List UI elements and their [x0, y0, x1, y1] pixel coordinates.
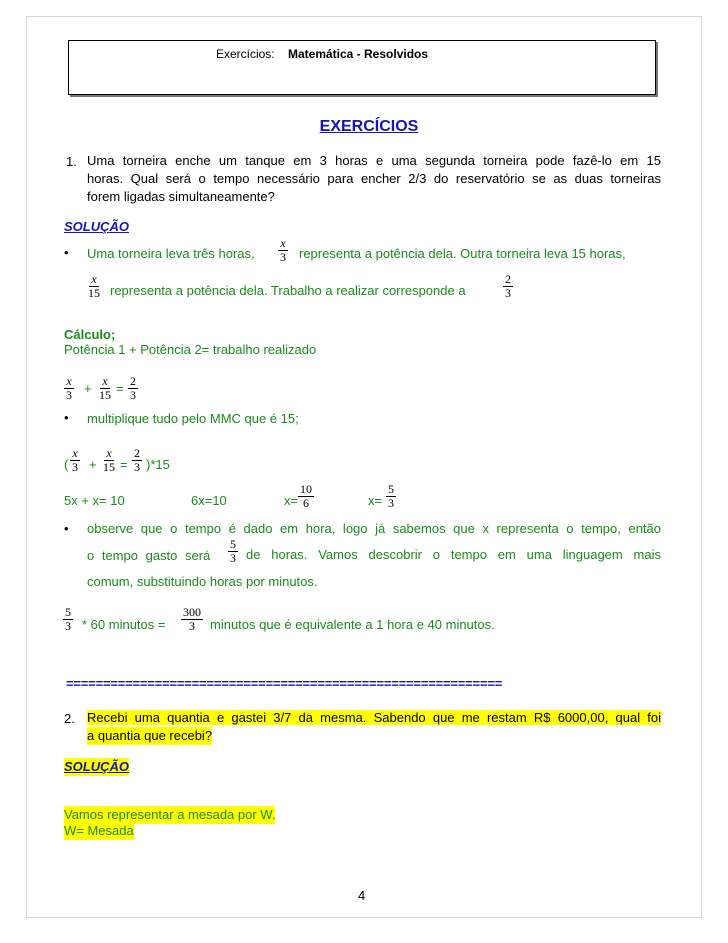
final-fraction-5-over-3: $\frac{5}{3}$ — [65, 605, 71, 633]
eq3-fraction-5-over-3: $\frac{5}{3}$ — [388, 482, 394, 510]
eq1-plus: + — [84, 381, 92, 396]
sol1-b3-part2: de horas. Vamos descobrir o tempo em uma linguagem mais — [246, 547, 661, 562]
eq1-fraction-x-over-15: $\frac{x}{15}$ — [99, 374, 111, 402]
calc-heading: Cálculo; — [64, 327, 116, 342]
eq2-paren-open: ( — [64, 457, 69, 472]
eq2-equals: = — [120, 457, 128, 472]
eq3-d: x= — [368, 493, 383, 508]
bullet-3: • — [64, 521, 69, 536]
bullet-1: • — [64, 245, 69, 260]
sol1-b1-line2: representa a potência dela. Trabalho a realizar corresponde a — [110, 283, 466, 298]
eq3-fraction-10-over-6: $\frac{10}{6}$ — [300, 482, 312, 510]
sol1-b2: multiplique tudo pelo MMC que é 15; — [87, 411, 299, 426]
eq1-fraction-2-over-3: $\frac{2}{3}$ — [130, 374, 136, 402]
final-end: minutos que é equivalente a 1 hora e 40 minutos. — [210, 617, 495, 632]
final-fraction-300-over-3: $\frac{300}{3}$ — [183, 605, 201, 633]
q2-line1: Recebi uma quantia e gastei 3/7 da mesma. Sabendo que me restam R$ 6000,00, qual foi — [87, 710, 661, 725]
q1-line3: forem ligadas simultaneamente? — [87, 189, 275, 204]
q2-number: 2. — [64, 711, 75, 726]
eq2-fraction-x-over-15: $\frac{x}{15}$ — [103, 446, 115, 474]
sol1-b1-part2: representa a potência dela. Outra torneira leva 15 horas, — [299, 246, 626, 261]
separator-line: =========================================================== — [66, 676, 503, 691]
eq1-fraction-x-over-3: $\frac{x}{3}$ — [66, 374, 72, 402]
header-subject: Matemática - Resolvidos — [287, 47, 429, 61]
sol2-line1: Vamos representar a mesada por W. — [64, 807, 276, 822]
calc-equation: Potência 1 + Potência 2= trabalho realizado — [64, 342, 317, 357]
eq2-plus: + — [89, 457, 97, 472]
header-label: Exercícios: — [215, 47, 275, 61]
eq2-fraction-2-over-3: $\frac{2}{3}$ — [134, 446, 140, 474]
header-box — [68, 40, 656, 95]
q1-line2: horas. Qual será o tempo necessário para encher 2/3 do reservatório se as duas torneiras — [87, 171, 661, 186]
sol1-b3-part1: o tempo gasto será — [87, 548, 211, 563]
sol1-b3-line1: observe que o tempo é dado em hora, logo já sabemos que x representa o tempo, então — [87, 521, 661, 536]
page-title: EXERCÍCIOS — [319, 118, 419, 135]
fraction-2-over-3: $\frac{2}{3}$ — [505, 272, 511, 300]
solution1-label: SOLUÇÃO — [64, 219, 129, 234]
sol2-line2: W= Mesada — [64, 823, 134, 838]
eq2-fraction-x-over-3: $\frac{x}{3}$ — [72, 446, 78, 474]
eq3-c: x= — [284, 493, 299, 508]
sol1-b1-part1: Uma torneira leva três horas, — [87, 246, 255, 261]
page-number: 4 — [358, 888, 366, 903]
b3-fraction-5-over-3: $\frac{5}{3}$ — [230, 537, 236, 565]
eq1-equals: = — [116, 381, 124, 396]
sol1-b3-line3: comum, substituindo horas por minutos. — [87, 574, 318, 589]
bullet-2: • — [64, 410, 69, 425]
q2-line2: a quantia que recebi? — [87, 728, 213, 743]
fraction-x-over-15: $\frac{x}{15}$ — [88, 272, 100, 300]
final-mid: * 60 minutos = — [82, 617, 166, 632]
q1-line1: Uma torneira enche um tanque em 3 horas e uma segunda torneira pode fazê-lo em 15 — [87, 153, 661, 168]
eq3-b: 6x=10 — [191, 493, 227, 508]
solution2-label: SOLUÇÃO — [64, 759, 129, 774]
header-text — [69, 47, 655, 61]
fraction-x-over-3: $\frac{x}{3}$ — [280, 236, 286, 264]
eq3-a: 5x + x= 10 — [64, 493, 125, 508]
eq2-times-15: )*15 — [146, 457, 170, 472]
q1-number: 1. — [66, 154, 77, 169]
